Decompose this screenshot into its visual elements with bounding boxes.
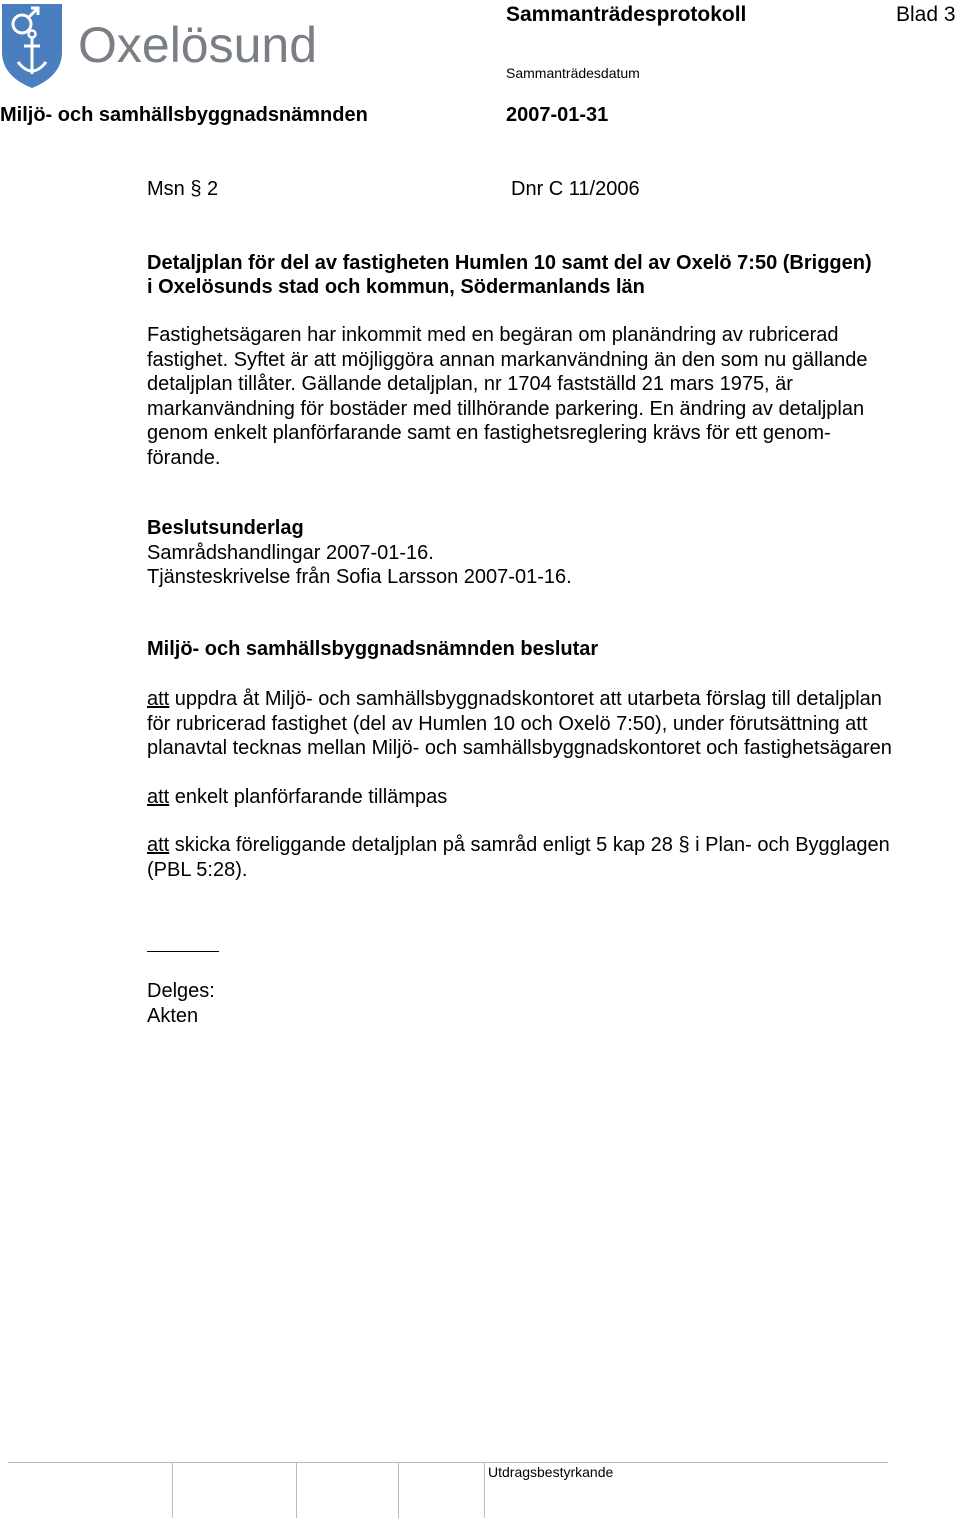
paragraph-line: markanvändning för bostäder med tillhörande parkering. En ändring av detaljplan	[147, 397, 865, 420]
paragraph-line: Fastighetsägaren har inkommit med en begäran om planändring av rubricerad	[147, 324, 839, 346]
decision-clause-2	[147, 785, 447, 810]
decision-basis	[147, 516, 572, 590]
clause-text: för rubricerad fastighet (del av Humlen 10 och Oxelö 7:50), under förutsättning att	[147, 712, 868, 735]
att-keyword: att	[147, 688, 170, 710]
distribution	[147, 979, 215, 1028]
signature-box-divider	[484, 1462, 485, 1518]
committee-name: Miljö- och samhällsbyggnadsnämnden	[0, 104, 368, 126]
background-paragraph	[147, 323, 937, 470]
registration-number: Dnr C 11/2006	[511, 178, 640, 200]
clause-text: skicka föreliggande detaljplan på samråd enligt 5 kap 28 § i Plan- och Bygglagen	[169, 834, 890, 856]
att-keyword: att	[147, 786, 170, 808]
footer-rule	[8, 1462, 888, 1463]
meeting-date-label: Sammanträdesdatum	[506, 65, 640, 81]
signature-box-divider	[398, 1462, 399, 1518]
sheet-number: Blad 3	[896, 3, 956, 26]
basis-item: Tjänsteskrivelse från Sofia Larsson 2007-01-16.	[147, 566, 572, 588]
certification-label: Utdragsbestyrkande	[488, 1464, 614, 1480]
oxelosund-logo	[0, 0, 340, 90]
municipal-coat-of-arms-icon	[2, 4, 62, 88]
document-type: Sammanträdesprotokoll	[506, 3, 747, 26]
item-title	[147, 251, 872, 299]
paragraph-line: genom enkelt planförfarande samt en fastighetsreglering krävs för ett genom-	[147, 422, 831, 444]
decision-clause-1	[147, 687, 892, 761]
basis-heading: Beslutsunderlag	[147, 517, 304, 539]
basis-item: Samrådshandlingar 2007-01-16.	[147, 541, 434, 564]
title-line: i Oxelösunds stad och kommun, Södermanlands län	[147, 276, 645, 298]
paragraph-line: förande.	[147, 446, 221, 469]
meeting-date: 2007-01-31	[506, 104, 609, 126]
clause-text: (PBL 5:28).	[147, 858, 248, 881]
att-keyword: att	[147, 834, 170, 856]
item-number: Msn § 2	[147, 178, 219, 200]
clause-text: planavtal tecknas mellan Miljö- och samhällsbyggnadskontoret och fastighetsägaren	[147, 737, 892, 759]
title-line: Detaljplan för del av fastigheten Humlen 10 samt del av Oxelö 7:50 (Briggen)	[147, 252, 872, 274]
signature-box-divider	[172, 1462, 173, 1518]
signature-box-divider	[296, 1462, 297, 1518]
decision-clause-3	[147, 833, 890, 882]
clause-text: uppdra åt Miljö- och samhällsbyggnadskontoret att utarbeta förslag till detaljplan	[169, 688, 882, 710]
clause-text: enkelt planförfarande tillämpas	[169, 786, 448, 808]
decision-heading: Miljö- och samhällsbyggnadsnämnden beslutar	[147, 638, 599, 660]
paragraph-line: fastighet. Syftet är att möjliggöra annan markanvändning än den som nu gällande	[147, 348, 868, 371]
distribution-label: Delges:	[147, 980, 215, 1002]
paragraph-line: detaljplan tillåter. Gällande detaljplan, nr 1704 fastställd 21 mars 1975, är	[147, 373, 793, 395]
logo-wordmark: Oxelösund	[78, 17, 318, 73]
separator-rule	[147, 951, 219, 952]
distribution-recipient: Akten	[147, 1004, 199, 1027]
